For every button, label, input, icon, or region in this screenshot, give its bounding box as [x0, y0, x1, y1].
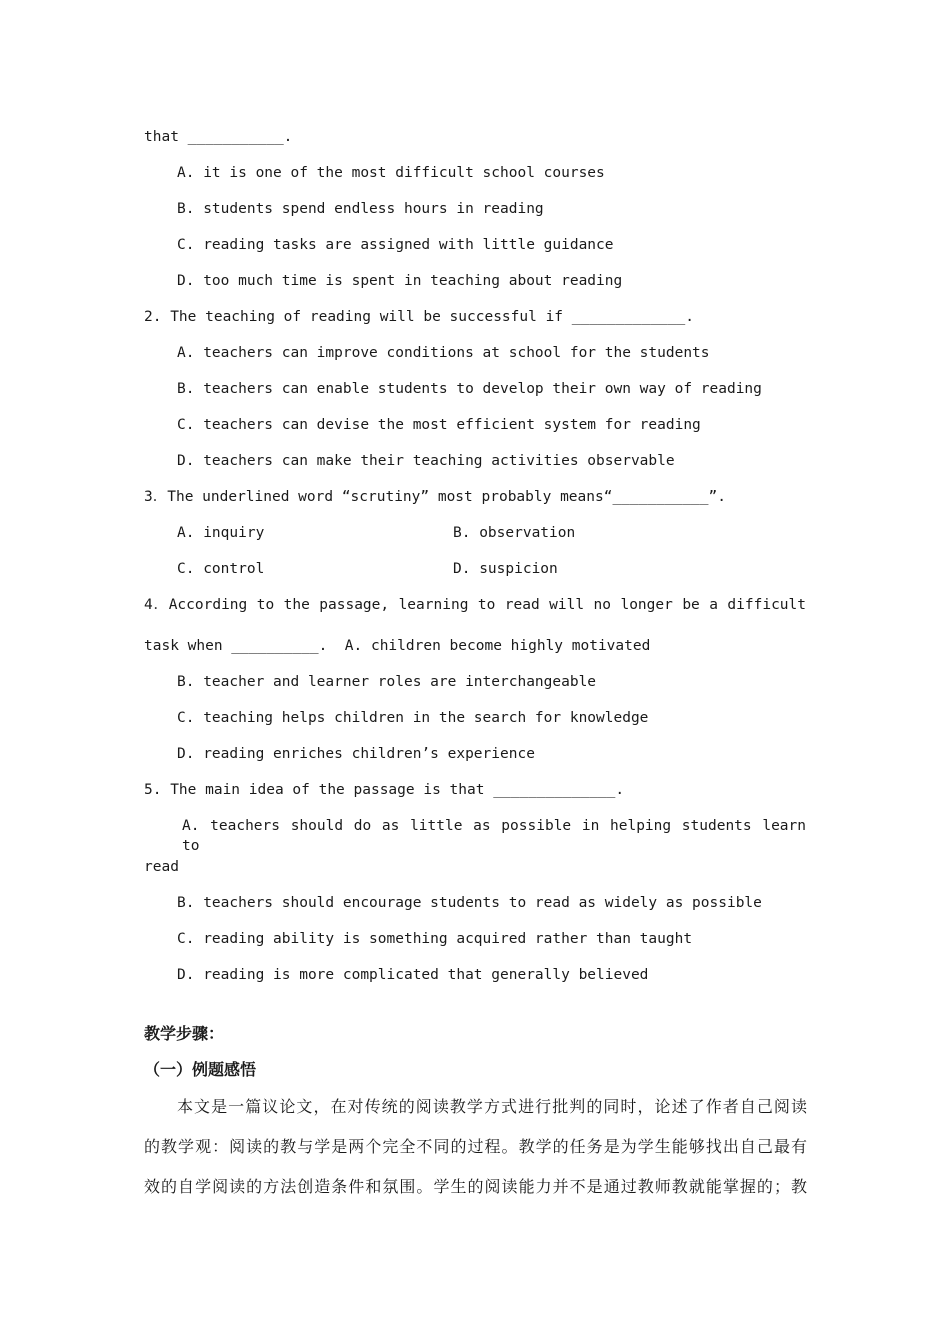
q4-option-d: D. reading enriches children’s experience — [177, 746, 535, 762]
q5-option-d: D. reading is more complicated that generally believed — [177, 967, 649, 983]
q4-stem-line1: 4．According to the passage, learning to read will no longer be a difficult — [144, 597, 806, 613]
q3-option-b: B. observation — [453, 525, 576, 541]
paragraph-line-1: 本文是一篇议论文，在对传统的阅读教学方式进行批判的同时，论述了作者自己阅读 — [177, 1097, 807, 1116]
paragraph-line-2: 的教学观：阅读的教与学是两个完全不同的过程。教学的任务是为学生能够找出自己最有 — [144, 1137, 807, 1156]
q2-stem: 2. The teaching of reading will be successful if _____________. — [144, 309, 694, 325]
paragraph-line-3: 效的自学阅读的方法创造条件和氛围。学生的阅读能力并不是通过教师教就能掌握的；教 — [144, 1177, 807, 1196]
q2-option-a: A. teachers can improve conditions at school for the students — [177, 345, 710, 361]
q5-option-a-line1: A. teachers should do as little as possible in helping students learn to — [182, 818, 806, 854]
q1-option-d: D. too much time is spent in teaching about reading — [177, 273, 623, 289]
q4-option-c: C. teaching helps children in the search for knowledge — [177, 710, 649, 726]
q2-option-b: B. teachers can enable students to develop their own way of reading — [177, 381, 762, 397]
section-heading: 教学步骤： — [144, 1024, 225, 1043]
q5-option-a-line2: read — [144, 859, 179, 875]
q5-option-c: C. reading ability is something acquired rather than taught — [177, 931, 693, 947]
q4-stem-line2: task when __________. A. children become highly motivated — [144, 638, 651, 654]
q3-option-d: D. suspicion — [453, 561, 558, 577]
q1-option-c: C. reading tasks are assigned with little guidance — [177, 237, 614, 253]
q1-option-a: A. it is one of the most difficult school courses — [177, 165, 605, 181]
q2-option-c: C. teachers can devise the most efficient system for reading — [177, 417, 701, 433]
section-subheading: （一）例题感悟 — [144, 1060, 257, 1079]
q4-option-b: B. teacher and learner roles are interchangeable — [177, 674, 597, 690]
q1-stem-tail: that ___________. — [144, 129, 293, 145]
q3-option-a: A. inquiry — [177, 525, 265, 541]
q3-option-c: C. control — [177, 561, 265, 577]
q3-stem: 3．The underlined word “scrutiny” most probably means“___________”. — [144, 489, 726, 505]
q5-stem: 5. The main idea of the passage is that ______________. — [144, 782, 625, 798]
q2-option-d: D. teachers can make their teaching activities observable — [177, 453, 675, 469]
q5-option-b: B. teachers should encourage students to read as widely as possible — [177, 895, 762, 911]
q1-option-b: B. students spend endless hours in reading — [177, 201, 544, 217]
